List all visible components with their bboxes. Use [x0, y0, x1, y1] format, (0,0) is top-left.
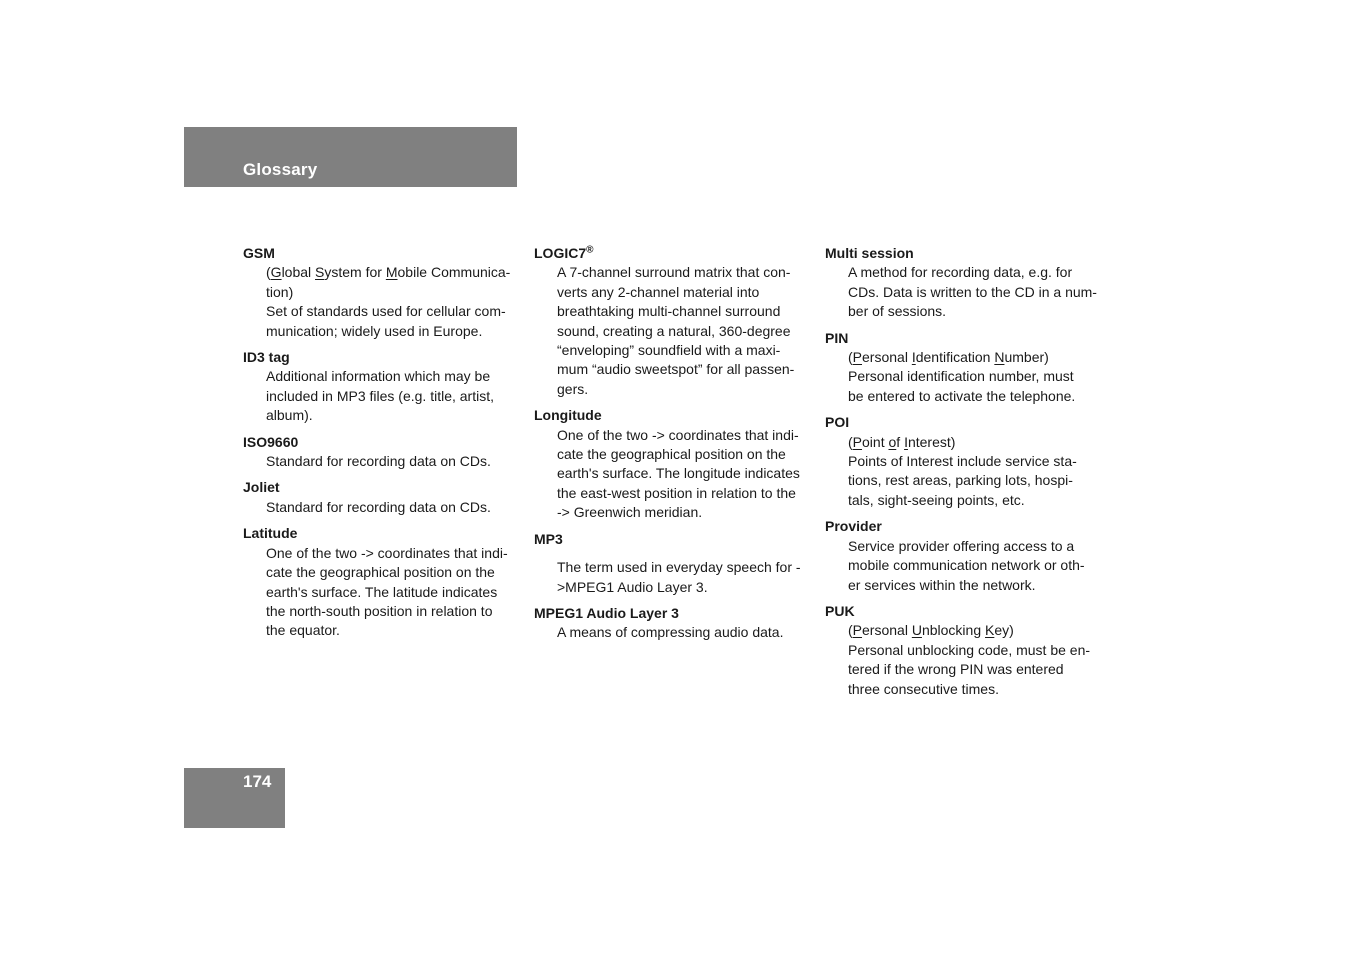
glossary-term: ID3 tag: [243, 349, 290, 366]
glossary-entry: [825, 602, 1105, 699]
glossary-term: POI: [825, 414, 850, 431]
glossary-entry: [825, 244, 1105, 322]
page-number-box: [184, 768, 285, 828]
glossary-definition: One of the two -> coordinates that indi- cate the geographical position on the earth's surface. The longitude indicates the east-west position in relation to the -> Greenwich meridian.: [557, 426, 800, 521]
glossary-definition: Personal unblocking code, must be en- tered if the wrong PIN was entered three consecutive times.: [848, 641, 1091, 697]
glossary-definition: Standard for recording data on CDs.: [266, 498, 491, 515]
glossary-column-3: [825, 244, 1105, 706]
glossary-definition: Points of Interest include service sta- tions, rest areas, parking lots, hospi- tals, sight-seeing points, etc.: [848, 453, 1077, 508]
glossary-column-2: [534, 244, 814, 650]
glossary-definition: A means of compressing audio data.: [557, 624, 784, 641]
glossary-definition: One of the two -> coordinates that indi- cate the geographical position on the earth's surface. The latitude indicates the north-south position in relation to the equator.: [266, 544, 508, 639]
glossary-entry: [534, 604, 814, 643]
glossary-term: Provider: [825, 518, 882, 535]
glossary-definition: Standard for recording data on CDs.: [266, 453, 491, 470]
glossary-entry: [534, 244, 814, 399]
header-bar: [184, 127, 517, 187]
glossary-entry: [825, 329, 1105, 407]
glossary-definition: The term used in everyday speech for - >MPEG1 Audio Layer 3.: [557, 559, 801, 595]
glossary-definition: Additional information which may be included in MP3 files (e.g. title, artist, album).: [266, 368, 494, 424]
glossary-entry: [534, 406, 814, 522]
glossary-entry: [243, 348, 523, 426]
glossary-definition: Service provider offering access to a mobile communication network or oth- er services within the network.: [848, 537, 1085, 593]
glossary-term: ISO9660: [243, 433, 299, 450]
glossary-definition: A method for recording data, e.g. for CDs. Data is written to the CD in a num- ber of sessions.: [848, 264, 1097, 320]
glossary-entry: [825, 413, 1105, 510]
glossary-term: MPEG1 Audio Layer 3: [534, 604, 679, 621]
glossary-term: PUK: [825, 602, 855, 619]
glossary-term: Joliet: [243, 479, 280, 496]
glossary-definition: Set of standards used for cellular com- munication; widely used in Europe.: [266, 303, 506, 339]
glossary-column-1: [243, 244, 523, 648]
abbreviation-expansion: (Point of Interest): [848, 433, 956, 450]
glossary-entry: [825, 517, 1105, 595]
glossary-entry: [243, 478, 523, 517]
glossary-term: LOGIC7®: [534, 244, 594, 261]
glossary-term: Latitude: [243, 525, 298, 542]
page-title: Glossary: [243, 160, 318, 179]
glossary-term: Multi session: [825, 245, 914, 261]
glossary-entry: [243, 244, 523, 341]
glossary-entry: [534, 530, 814, 597]
glossary-definition: A 7-channel surround matrix that con- verts any 2-channel material into breathtaking multi-channel surround sound, creating a natural, 360-degree “enveloping” soundfield with a maxi- mum “audio sweetspot” for all passen- gers.: [557, 264, 795, 397]
abbreviation-expansion: (Global System for Mobile Communica- tion): [266, 264, 511, 300]
abbreviation-expansion: (Personal Identification Number): [848, 349, 1049, 366]
glossary-entry: [243, 433, 523, 472]
glossary-definition: Personal identification number, must be entered to activate the telephone.: [848, 368, 1076, 404]
glossary-term: Longitude: [534, 407, 602, 424]
glossary-term: PIN: [825, 329, 849, 346]
glossary-term: GSM: [243, 245, 275, 261]
abbreviation-expansion: (Personal Unblocking Key): [848, 622, 1014, 639]
page-number: 174: [243, 772, 272, 791]
registered-mark: ®: [586, 244, 594, 256]
glossary-entry: [243, 524, 523, 640]
glossary-term: MP3: [534, 530, 563, 547]
